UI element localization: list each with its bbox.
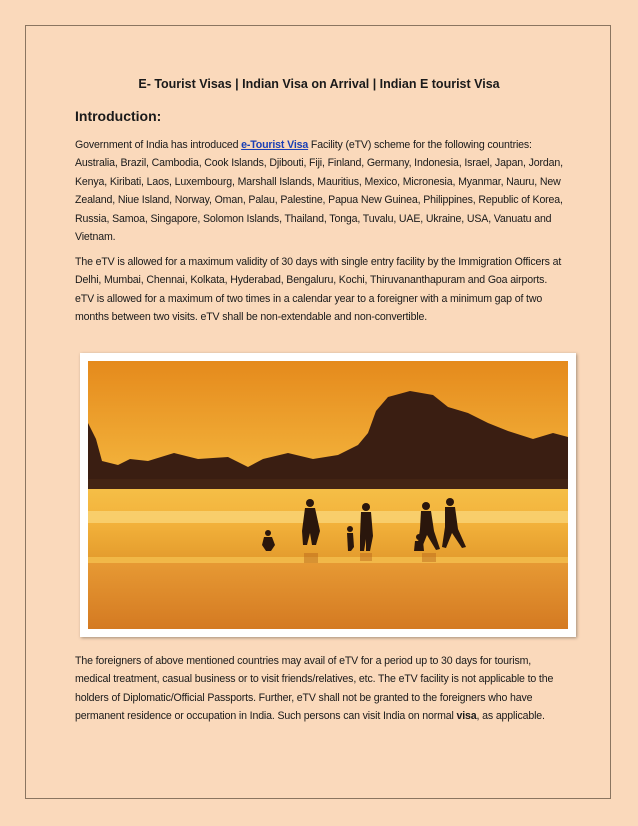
- intro-text-end: Facility (eTV) scheme for the following countries: Australia, Brazil, Cambodia, Cook Islands, Djibouti, Fiji, Finland, Germany, Indonesia, Israel, Japan, Jordan, Kenya, Kiribati, Laos, Luxembourg, Marshall Islands, Mauritius, Mexico, Micronesia, Myanmar, Nauru, New Zealand, Niue Island, Norway, Oman, Palau, Palestine, Papua New Guinea, Philippines, Republic of Korea, Russia, Samoa, Singapore, Solomon Islands, Thailand, Tonga, Tuvalu, UAE, Ukraine, USA, Vanuatu and Vietnam.: [75, 139, 563, 244]
- beach-sunset-photo: [80, 353, 576, 637]
- validity-paragraph: The eTV is allowed for a maximum validity of 30 days with single entry facility by the Immigration Officers at Delhi, Mumbai, Chennai, Kolkata, Hyderabad, Bengaluru, Kochi, Thiruvananthapuram and Goa airports. eTV is allowed for a maximum of two times in a calendar year to a foreigner with a minimum gap of two months between two visits. eTV shall be non-extendable and non-convertible.: [75, 256, 562, 324]
- e-tourist-visa-link[interactable]: e-Tourist Visa: [241, 139, 309, 151]
- visa-emphasis: visa: [456, 710, 477, 723]
- intro-text-start: Government of India has introduced: [75, 139, 242, 151]
- document-title: E- Tourist Visas | Indian Visa on Arrival | Indian E tourist Visa: [138, 77, 500, 91]
- eligibility-paragraph: [75, 652, 565, 726]
- eligibility-text-start: The foreigners of above mentioned countries may avail of eTV for a period up to 30 days for tourism, medical treatment, casual business or to visit friends/relatives, etc. The eTV facility is not applicable to the holders of Diplomatic/Official Passports. Further, eTV shall not be granted to the foreigners who have permanent residence or occupation in India. Such persons can visit India on normal: [75, 655, 554, 723]
- eligibility-text-end: , as applicable.: [476, 710, 545, 723]
- section-heading: Introduction:: [75, 108, 162, 124]
- intro-paragraph: [75, 136, 565, 246]
- beach-sunset-image: [88, 361, 568, 629]
